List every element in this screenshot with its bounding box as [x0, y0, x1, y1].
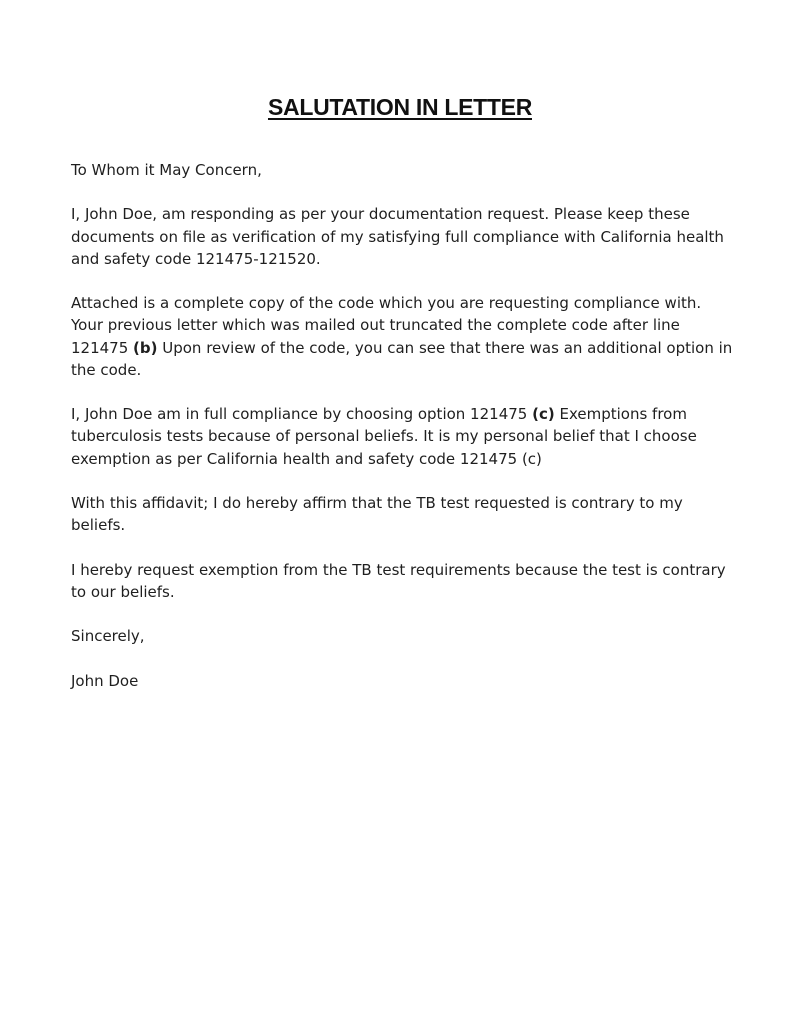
- paragraph-affidavit: With this affidavit; I do hereby affirm that the TB test requested is contrary to my beliefs.: [71, 493, 683, 535]
- option-c-reference: (c): [532, 405, 555, 424]
- paragraph-exemption-request: I hereby request exemption from the TB test requirements because the test is contrary to our beliefs.: [71, 560, 726, 601]
- greeting: To Whom it May Concern,: [71, 161, 262, 179]
- document-title: SALUTATION IN LETTER: [267, 94, 532, 120]
- paragraph-compliance: [71, 403, 736, 470]
- paragraph-attached-text-after: Upon review of the code, you can see that there was an additional option in the code.: [71, 338, 733, 379]
- signature: John Doe: [71, 671, 139, 690]
- paragraph-compliance-text-after: Exemptions from tuberculosis tests because of personal beliefs. It is my personal belief that I choose exemption as per California health and safety code 121475 (c): [71, 405, 697, 468]
- letter-body: [71, 159, 736, 714]
- paragraph-attached: [71, 292, 736, 381]
- paragraph-responding: I, John Doe, am responding as per your documentation request. Please keep these documents on file as verification of my satisfying full compliance with California health and safety code 121475-121520.: [71, 205, 724, 268]
- option-b-reference: (b): [133, 338, 158, 357]
- paragraph-compliance-text-before: I, John Doe am in full compliance by choosing option 121475: [71, 405, 533, 424]
- closing: Sincerely,: [71, 627, 145, 646]
- paragraph-attached-text-before: Attached is a complete copy of the code which you are requesting compliance with. Your previous letter which was mailed out truncated the complete code after line 121475: [71, 294, 702, 357]
